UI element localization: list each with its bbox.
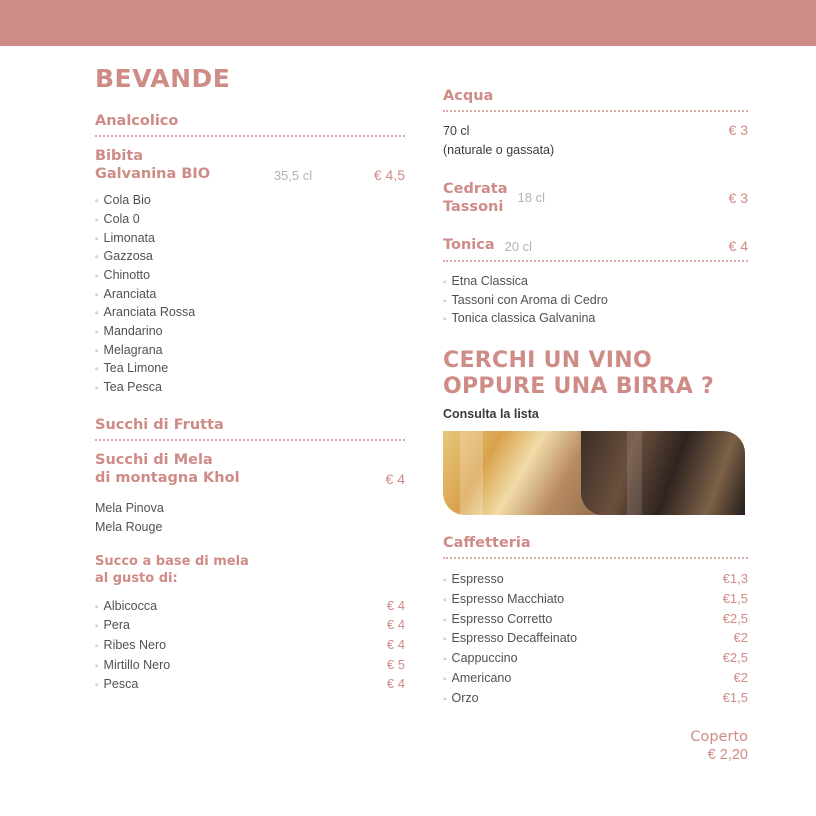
list-item-label: Tonica classica Galvanina [451,311,596,326]
bullet-icon: ◦ [443,314,447,326]
bullet-icon: ◦ [95,383,99,395]
divider-dotted [443,260,748,262]
item-name: Tonica [443,236,495,253]
item-acqua [443,122,748,160]
list-item-price: € 4 [386,676,405,692]
bullet-icon: ◦ [95,680,99,692]
list-item-price: €2 [733,669,748,685]
list-item-label: Cappuccino [451,651,518,666]
list-item-label: Aranciata Rossa [103,305,196,320]
bullet-icon: ◦ [443,654,447,666]
list-item [443,291,748,310]
list-item [443,688,748,708]
item-note: (naturale o gassata) [443,142,555,157]
item-size: 70 cl [443,124,470,138]
bullet-icon: ◦ [443,295,447,307]
item-size: 20 cl [504,238,533,254]
list-item [95,655,405,675]
item-price: € 4 [385,471,405,488]
list-item [443,589,748,609]
item-size: 35,5 cl [273,168,313,184]
bullet-icon: ◦ [95,196,99,208]
list-item [443,668,748,688]
list-item-label: Albicocca [103,598,158,613]
list-item-label: Espresso [451,572,504,587]
item-name-line1: Bibita [95,148,144,164]
list-tonica-options [443,272,748,328]
list-item [95,229,405,248]
wine-bottles-photo [581,431,745,515]
item-price: € 4,5 [373,167,405,184]
right-column [443,88,748,763]
bullet-icon: ◦ [443,276,447,288]
list-item-price: € 4 [386,636,405,652]
list-item [95,674,405,694]
list-item-label: Gazzosa [103,249,153,264]
list-item-label: Espresso Corretto [451,611,553,626]
list-item [443,628,748,648]
bullet-icon: ◦ [95,214,99,226]
coperto-value: € 2,20 [707,747,748,764]
list-item [95,341,405,360]
section-analcolico [95,113,405,397]
list-item-label: Espresso Decaffeinato [451,631,578,646]
list-item-price: € 4 [386,617,405,633]
list-item-label: Pera [103,618,130,633]
subsection-title-line2: al gusto di: [95,570,178,586]
list-item [443,609,748,629]
top-color-band [0,0,816,46]
left-column [95,46,405,694]
bullet-icon: ◦ [95,308,99,320]
bullet-icon: ◦ [443,575,447,587]
divider-dotted [443,110,748,112]
page-title: BEVANDE [95,64,231,93]
list-item-label: Espresso Macchiato [451,592,565,607]
promo-title-line2: OPPURE UNA BIRRA ? [443,373,715,399]
list-item-label: Mandarino [103,324,163,339]
item-price: € 3 [728,189,748,206]
section-tonica [443,236,748,328]
bullet-icon: ◦ [443,595,447,607]
list-gusti [95,596,405,694]
list-item-label: Cola 0 [103,211,140,226]
list-item [95,210,405,229]
bullet-icon: ◦ [95,289,99,301]
list-item [443,648,748,668]
item-name-line2: di montagna Khol [95,469,240,486]
list-item-price: €2,5 [722,650,748,666]
item-price: € 3 [728,122,748,138]
list-item-label: Melagrana [103,342,163,357]
bullet-icon: ◦ [443,634,447,646]
bullet-icon: ◦ [95,252,99,264]
bullet-icon: ◦ [95,601,99,613]
list-item-label: Americano [451,670,512,685]
list-item-label: Limonata [103,230,155,245]
list-item-price: € 4 [386,597,405,613]
bullet-icon: ◦ [443,614,447,626]
section-title-succhi: Succhi di Frutta [95,416,224,433]
list-item-label: Chinotto [103,268,151,282]
list-item [95,303,405,322]
list-item-price: €2 [733,630,748,646]
section-title-acqua: Acqua [443,88,494,104]
list-item [95,247,405,266]
list-item-label: Tea Limone [103,361,169,376]
variety-mela-pinova: Mela Pinova [95,501,164,516]
item-cedrata-tassoni [443,180,748,216]
divider-dotted [95,135,405,137]
item-succhi-mela [95,451,405,487]
item-bibita-galvanina [95,147,405,183]
list-item-price: €2,5 [722,610,748,626]
item-size: 18 cl [517,190,545,206]
promo-photos [443,431,745,515]
variety-mela-rouge: Mela Rouge [95,520,163,535]
coperto-label: Coperto [690,729,748,746]
bullet-icon: ◦ [95,233,99,245]
promo-title-line1: CERCHI UN VINO [443,347,652,373]
list-item-label: Mirtillo Nero [103,657,171,672]
list-analcolico-flavours [95,191,405,397]
item-name-line1: Cedrata [443,180,508,197]
item-price: € 4 [728,237,748,254]
divider-dotted [95,439,405,441]
bullet-icon: ◦ [95,327,99,339]
section-succhi-di-frutta [95,417,405,694]
list-item-label: Pesca [103,677,139,692]
bullet-icon: ◦ [95,621,99,633]
bullet-icon: ◦ [95,345,99,357]
coperto-block [443,729,748,763]
bullet-icon: ◦ [95,364,99,376]
subsection-title-line1: Succo a base di mela [95,553,249,569]
list-item [95,615,405,635]
section-caffetteria [443,535,748,707]
bullet-icon: ◦ [95,640,99,652]
list-item-label: Tea Pesca [103,380,162,395]
promo-block [443,348,748,515]
list-item-price: €1,3 [722,571,748,587]
list-item [95,322,405,341]
list-caffetteria [443,569,748,707]
section-title-caffetteria: Caffetteria [443,535,531,552]
list-item [95,596,405,616]
list-item-label: Tassoni con Aroma di Cedro [451,292,608,307]
list-item [95,359,405,378]
list-item [95,191,405,210]
bullet-icon: ◦ [443,693,447,705]
item-name-line1: Succhi di Mela [95,451,213,468]
list-item-price: € 5 [386,656,405,672]
bullet-icon: ◦ [95,660,99,672]
item-name-line2: Tassoni [443,198,504,215]
bullet-icon: ◦ [443,673,447,685]
list-item [443,272,748,291]
list-item-label: Ribes Nero [103,637,167,652]
list-item [95,266,405,285]
list-item [95,378,405,397]
list-item-price: €1,5 [722,689,748,705]
list-item-label: Orzo [451,690,479,705]
section-title-analcolico: Analcolico [95,113,179,129]
divider-dotted [443,557,748,559]
bullet-icon: ◦ [95,271,99,282]
section-acqua [443,88,748,160]
list-item [95,285,405,304]
item-name-line2: Galvanina BIO [95,166,211,183]
list-item [95,635,405,655]
list-item-label: Etna Classica [451,273,528,288]
list-item-label: Cola Bio [103,193,151,208]
list-item-price: €1,5 [722,591,748,607]
list-item [443,309,748,328]
list-item-label: Aranciata [103,286,157,301]
menu-page [0,46,816,816]
list-item [443,569,748,589]
promo-subtitle: Consulta la lista [443,407,539,422]
